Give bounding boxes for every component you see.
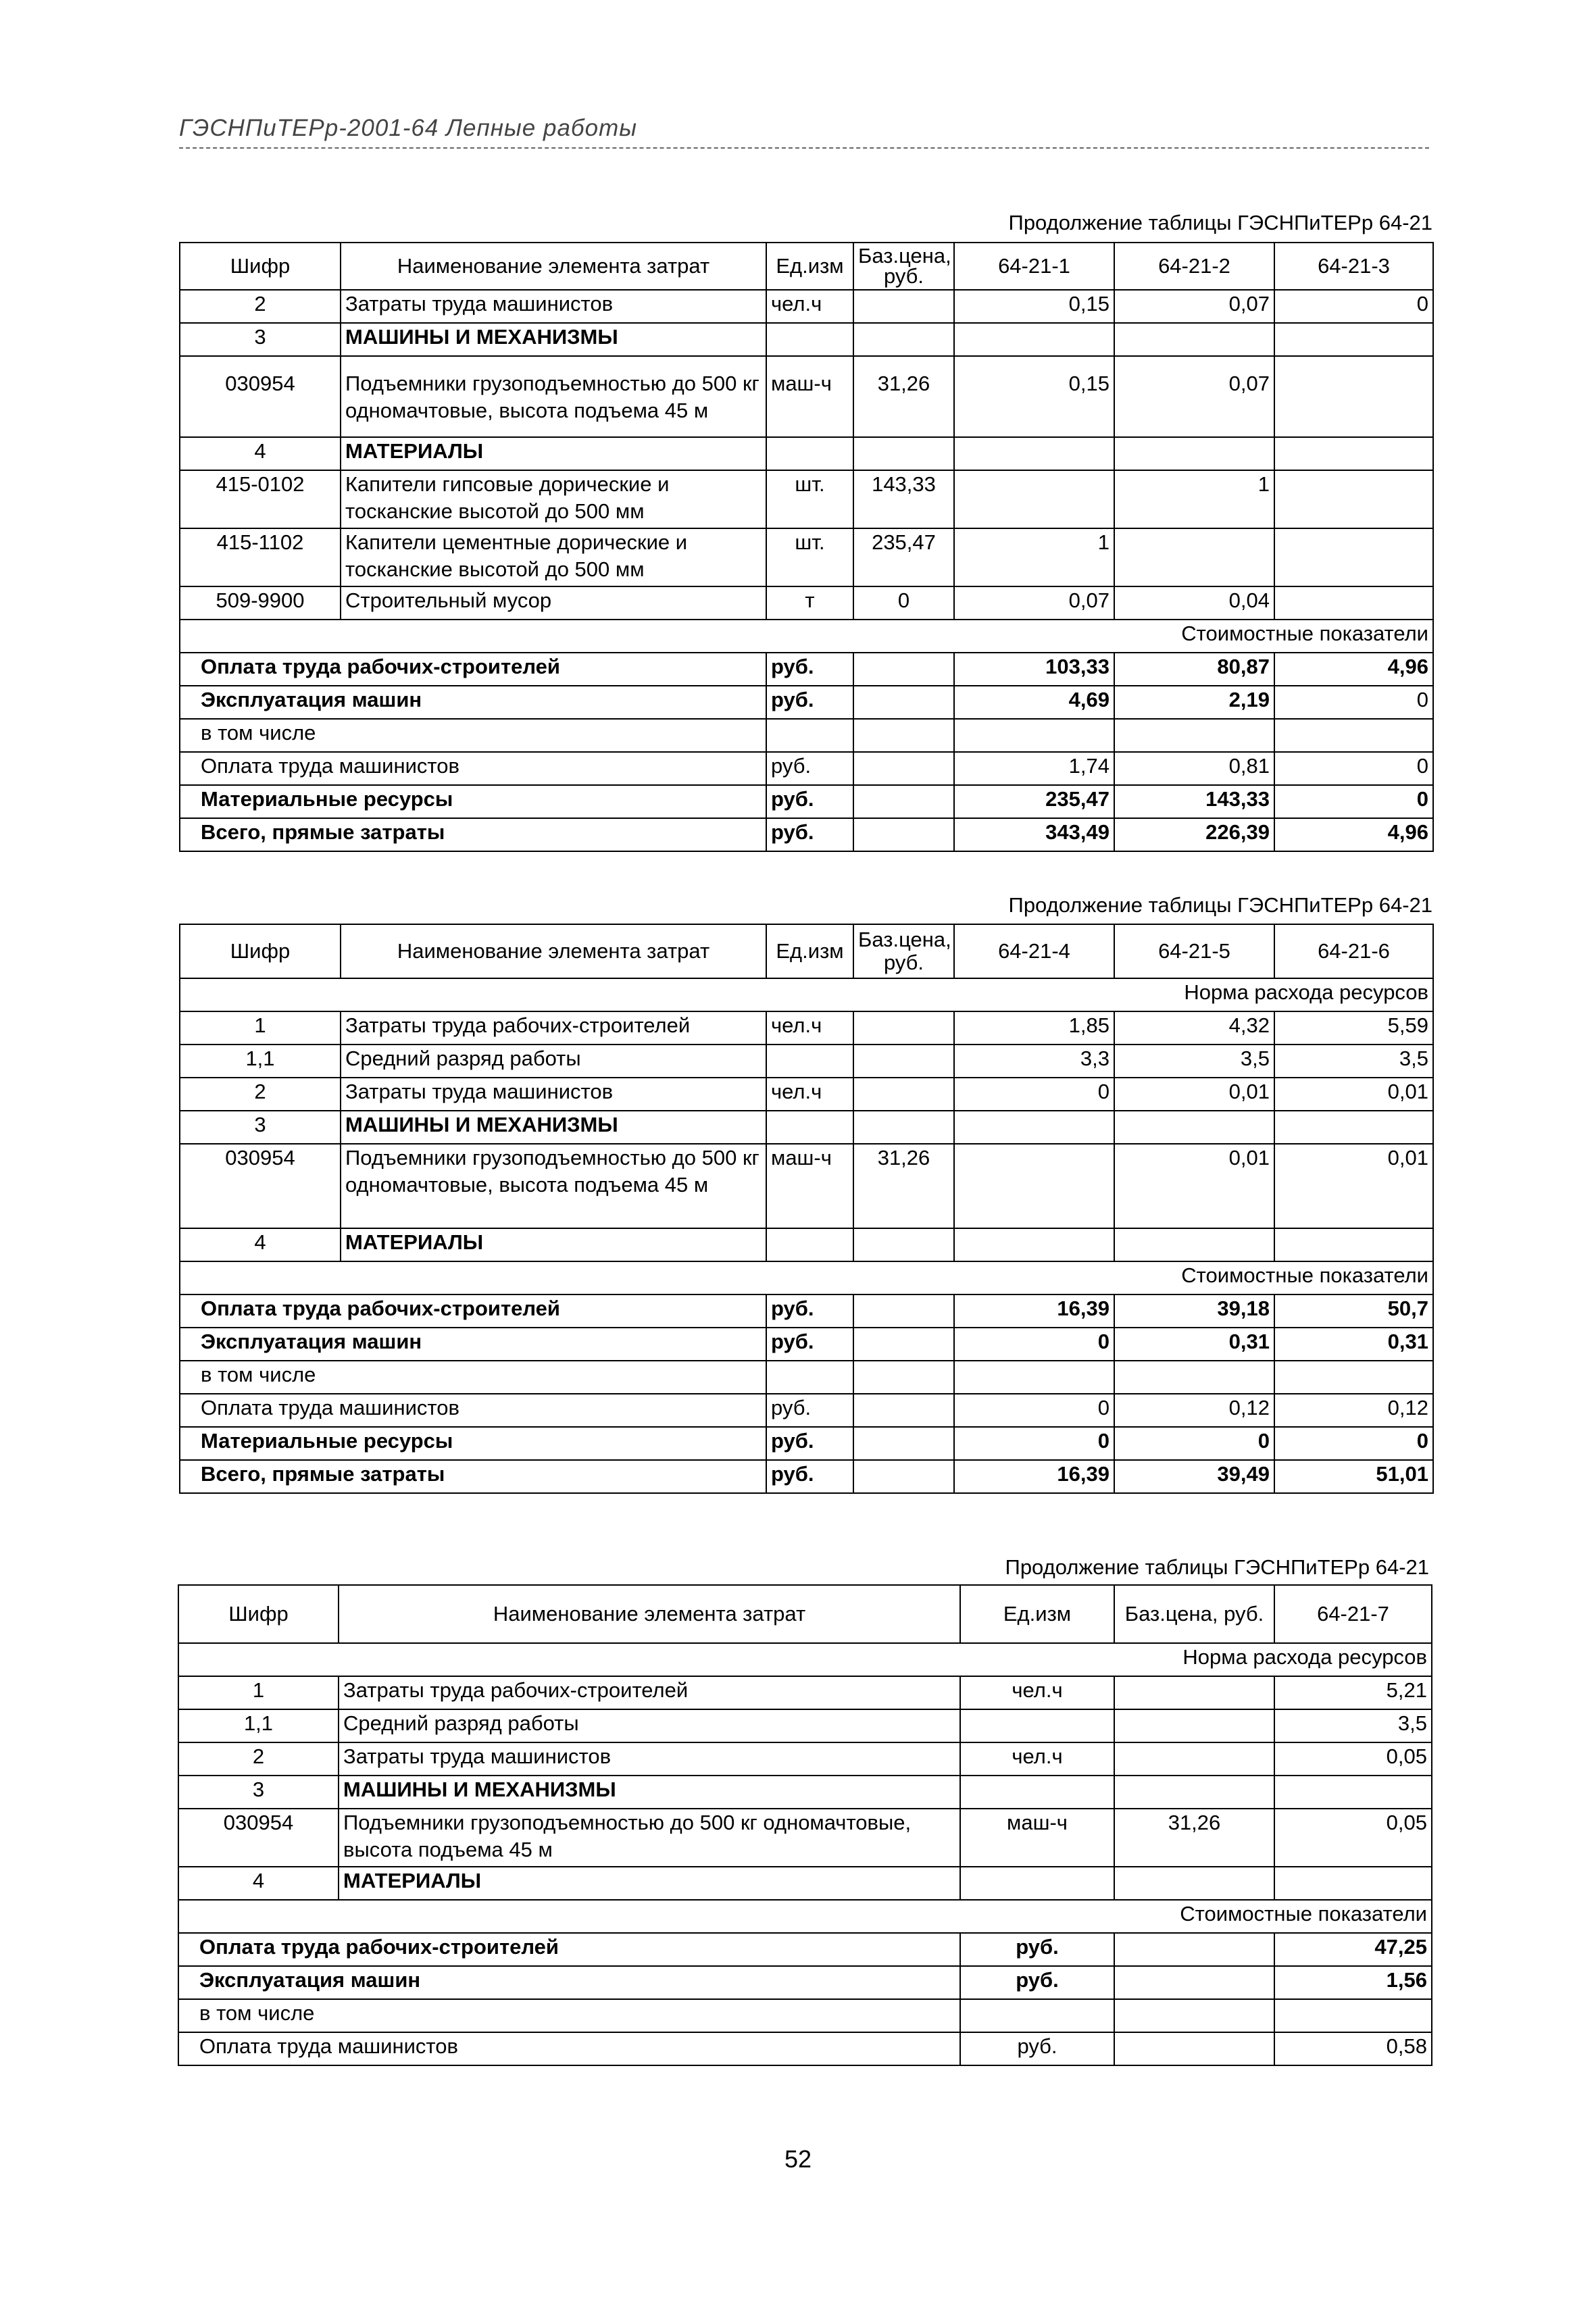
cost-v1: 1,56 (1274, 1966, 1432, 1999)
row-v2: 4,32 (1114, 1011, 1274, 1045)
row-v3: 3,5 (1274, 1045, 1433, 1078)
cost-v2: 0 (1114, 1427, 1274, 1460)
table-row (180, 1144, 1433, 1228)
cost-row (180, 653, 1433, 686)
row-code: 4 (178, 1867, 339, 1900)
row-v1: 0,05 (1274, 1742, 1432, 1776)
row-code: 030954 (178, 1809, 339, 1867)
table-row (178, 1676, 1432, 1709)
col-header-c1: 64-21-1 (954, 243, 1114, 290)
row-name: МАШИНЫ И МЕХАНИЗМЫ (341, 1111, 766, 1144)
table1 (179, 242, 1434, 852)
row-unit: маш-ч (960, 1809, 1114, 1867)
cost-v3: 0,31 (1274, 1328, 1433, 1361)
row-v2: 0,01 (1114, 1144, 1274, 1228)
row-v2: 3,5 (1114, 1045, 1274, 1078)
row-v3: 0,01 (1274, 1144, 1433, 1228)
row-code: 509-9900 (180, 586, 341, 620)
table-row (180, 290, 1433, 323)
row-price: 31,26 (853, 356, 954, 437)
row-v1: 0,15 (954, 356, 1114, 437)
row-name: Средний разряд работы (339, 1709, 960, 1742)
row-name: Капители гипсовые дорические и тосканские высотой до 500 мм (341, 470, 766, 528)
row-v2: 0,01 (1114, 1078, 1274, 1111)
row-price: 0 (853, 586, 954, 620)
norm-header: Норма расхода ресурсов (180, 978, 1433, 1011)
cost-v3: 4,96 (1274, 818, 1433, 851)
header-divider (179, 147, 1429, 149)
cost-unit: руб. (960, 1966, 1114, 1999)
cost-name: Оплата труда машинистов (180, 752, 766, 785)
row-code: 030954 (180, 356, 341, 437)
cost-v1: 4,69 (954, 686, 1114, 719)
row-name: МАШИНЫ И МЕХАНИЗМЫ (341, 323, 766, 356)
row-code: 3 (180, 1111, 341, 1144)
cost-v1: 16,39 (954, 1294, 1114, 1328)
col-header-price: Баз.цена, руб. (853, 924, 954, 978)
cost-row (180, 1394, 1433, 1427)
row-code: 4 (180, 437, 341, 470)
cost-v2: 143,33 (1114, 785, 1274, 818)
table3 (178, 1584, 1432, 2066)
col-header-c2: 64-21-2 (1114, 243, 1274, 290)
row-v1: 0,07 (954, 586, 1114, 620)
row-price (1114, 1709, 1274, 1742)
cost-name: в том числе (178, 1999, 960, 2032)
cost-name: Эксплуатация машин (178, 1966, 960, 1999)
cost-v3: 51,01 (1274, 1460, 1433, 1493)
row-v3 (1274, 528, 1433, 586)
row-code: 3 (178, 1776, 339, 1809)
cost-header: Стоимостные показатели (178, 1900, 1432, 1933)
table-row (180, 1111, 1433, 1144)
cost-v1: 0 (954, 1394, 1114, 1427)
col-header-c2: 64-21-5 (1114, 924, 1274, 978)
row-code: 1,1 (178, 1709, 339, 1742)
row-name: МАТЕРИАЛЫ (341, 437, 766, 470)
row-unit: чел.ч (960, 1676, 1114, 1709)
cost-header: Стоимостные показатели (180, 620, 1433, 653)
table-row (178, 1709, 1432, 1742)
page-number: 52 (784, 2145, 812, 2173)
cost-v2: 0,12 (1114, 1394, 1274, 1427)
row-unit: чел.ч (766, 1011, 853, 1045)
table-row (178, 1776, 1432, 1809)
col-header-name: Наименование элемента затрат (339, 1585, 960, 1643)
cost-name: Оплата труда рабочих-строителей (178, 1933, 960, 1966)
row-price (853, 1078, 954, 1111)
col-header-c1: 64-21-4 (954, 924, 1114, 978)
table-row (178, 1742, 1432, 1776)
row-v2: 0,04 (1114, 586, 1274, 620)
row-price: 31,26 (853, 1144, 954, 1228)
cost-row (180, 818, 1433, 851)
cost-row (180, 752, 1433, 785)
cost-row (180, 1460, 1433, 1493)
table-row (180, 323, 1433, 356)
row-v1 (954, 1144, 1114, 1228)
row-name: МАТЕРИАЛЫ (341, 1228, 766, 1261)
row-unit: чел.ч (960, 1742, 1114, 1776)
row-v2 (1114, 528, 1274, 586)
table2 (179, 924, 1434, 1494)
row-code: 030954 (180, 1144, 341, 1228)
cost-v1: 0 (954, 1328, 1114, 1361)
col-header-code: Шифр (180, 924, 341, 978)
norm-header: Норма расхода ресурсов (178, 1643, 1432, 1676)
row-v1: 1,85 (954, 1011, 1114, 1045)
cost-v3: 50,7 (1274, 1294, 1433, 1328)
cost-name: Оплата труда рабочих-строителей (180, 1294, 766, 1328)
row-name: Капители цементные дорические и тосканские высотой до 500 мм (341, 528, 766, 586)
row-unit: т (766, 586, 853, 620)
row-name: Подъемники грузоподъемностью до 500 кг одномачтовые, высота подъема 45 м (339, 1809, 960, 1867)
col-header-unit: Ед.изм (766, 243, 853, 290)
cost-row (180, 1294, 1433, 1328)
cost-name: Оплата труда машинистов (178, 2032, 960, 2065)
table-row (180, 528, 1433, 586)
cost-v2: 39,18 (1114, 1294, 1274, 1328)
col-header-unit: Ед.изм (960, 1585, 1114, 1643)
row-code: 415-1102 (180, 528, 341, 586)
col-header-name: Наименование элемента затрат (341, 243, 766, 290)
page-header: ГЭСНПиТЕРр-2001-64 Лепные работы (179, 115, 637, 141)
cost-v1: 235,47 (954, 785, 1114, 818)
row-v3 (1274, 586, 1433, 620)
cost-row (180, 785, 1433, 818)
cost-name: Материальные ресурсы (180, 1427, 766, 1460)
col-header-code: Шифр (180, 243, 341, 290)
cost-v2: 226,39 (1114, 818, 1274, 851)
row-code: 415-0102 (180, 470, 341, 528)
col-header-price: Баз.цена, руб. (853, 243, 954, 290)
cost-unit: руб. (960, 1933, 1114, 1966)
row-v3 (1274, 356, 1433, 437)
row-price (853, 1011, 954, 1045)
cost-name: в том числе (180, 719, 766, 752)
cost-v3: 0 (1274, 752, 1433, 785)
table-row (180, 356, 1433, 437)
row-unit: маш-ч (766, 1144, 853, 1228)
cost-row (178, 2032, 1432, 2065)
row-price (853, 290, 954, 323)
cost-v3: 0 (1274, 686, 1433, 719)
cost-unit: руб. (766, 818, 853, 851)
row-code: 1 (178, 1676, 339, 1709)
col-header-code: Шифр (178, 1585, 339, 1643)
cost-name: в том числе (180, 1361, 766, 1394)
row-v1: 5,21 (1274, 1676, 1432, 1709)
cost-unit: руб. (766, 752, 853, 785)
row-price (1114, 1742, 1274, 1776)
cost-v3: 0,12 (1274, 1394, 1433, 1427)
row-v3: 0,01 (1274, 1078, 1433, 1111)
row-v1: 3,3 (954, 1045, 1114, 1078)
cost-unit: руб. (766, 785, 853, 818)
table-row (180, 586, 1433, 620)
cost-unit: руб. (766, 1328, 853, 1361)
row-code: 2 (178, 1742, 339, 1776)
table3-continuation: Продолжение таблицы ГЭСНПиТЕРр 64-21 (1005, 1555, 1429, 1579)
table-row (180, 437, 1433, 470)
row-v1 (954, 470, 1114, 528)
cost-v1: 16,39 (954, 1460, 1114, 1493)
row-unit: маш-ч (766, 356, 853, 437)
row-unit: шт. (766, 470, 853, 528)
cost-row (180, 1427, 1433, 1460)
row-name: Затраты труда рабочих-строителей (341, 1011, 766, 1045)
cost-v3: 4,96 (1274, 653, 1433, 686)
cost-v2: 80,87 (1114, 653, 1274, 686)
cost-name: Всего, прямые затраты (180, 818, 766, 851)
cost-row (180, 719, 1433, 752)
row-v2: 0,07 (1114, 290, 1274, 323)
table-row (180, 470, 1433, 528)
cost-row (178, 1999, 1432, 2032)
row-unit (960, 1709, 1114, 1742)
table-row (178, 1867, 1432, 1900)
row-code: 4 (180, 1228, 341, 1261)
row-price (853, 1045, 954, 1078)
col-header-c3: 64-21-3 (1274, 243, 1433, 290)
cost-row (178, 1966, 1432, 1999)
row-name: Затраты труда машинистов (341, 290, 766, 323)
row-unit: шт. (766, 528, 853, 586)
cost-v1: 1,74 (954, 752, 1114, 785)
row-v1: 0,05 (1274, 1809, 1432, 1867)
row-name: МАШИНЫ И МЕХАНИЗМЫ (339, 1776, 960, 1809)
row-name: Затраты труда машинистов (339, 1742, 960, 1776)
row-price: 143,33 (853, 470, 954, 528)
row-v1: 0,15 (954, 290, 1114, 323)
row-name: МАТЕРИАЛЫ (339, 1867, 960, 1900)
cost-row (180, 1328, 1433, 1361)
table-row (180, 1045, 1433, 1078)
cost-v1: 0,58 (1274, 2032, 1432, 2065)
cost-row (180, 686, 1433, 719)
cost-v1: 343,49 (954, 818, 1114, 851)
row-code: 1,1 (180, 1045, 341, 1078)
cost-v3: 0 (1274, 785, 1433, 818)
cost-name: Материальные ресурсы (180, 785, 766, 818)
cost-unit: руб. (766, 1294, 853, 1328)
row-code: 3 (180, 323, 341, 356)
row-price: 31,26 (1114, 1809, 1274, 1867)
cost-name: Оплата труда машинистов (180, 1394, 766, 1427)
row-v3: 5,59 (1274, 1011, 1433, 1045)
cost-header: Стоимостные показатели (180, 1261, 1433, 1294)
cost-unit: руб. (960, 2032, 1114, 2065)
row-unit (766, 1045, 853, 1078)
table1-continuation: Продолжение таблицы ГЭСНПиТЕРр 64-21 (1008, 211, 1432, 234)
row-name: Подъемники грузоподъемностью до 500 кг одномачтовые, высота подъема 45 м (341, 1144, 766, 1228)
row-v1: 1 (954, 528, 1114, 586)
col-header-price: Баз.цена, руб. (1114, 1585, 1274, 1643)
table-row (180, 1011, 1433, 1045)
col-header-c1: 64-21-7 (1274, 1585, 1432, 1643)
row-code: 2 (180, 1078, 341, 1111)
table-row (180, 1228, 1433, 1261)
row-price (1114, 1676, 1274, 1709)
table-row (180, 1078, 1433, 1111)
cost-v2: 0,31 (1114, 1328, 1274, 1361)
row-v2: 0,07 (1114, 356, 1274, 437)
row-unit: чел.ч (766, 290, 853, 323)
cost-v1: 47,25 (1274, 1933, 1432, 1966)
row-code: 1 (180, 1011, 341, 1045)
row-v1: 0 (954, 1078, 1114, 1111)
row-price: 235,47 (853, 528, 954, 586)
cost-v3: 0 (1274, 1427, 1433, 1460)
cost-unit: руб. (766, 653, 853, 686)
row-name: Затраты труда машинистов (341, 1078, 766, 1111)
table-row (178, 1809, 1432, 1867)
row-name: Затраты труда рабочих-строителей (339, 1676, 960, 1709)
cost-v1: 103,33 (954, 653, 1114, 686)
row-v1: 3,5 (1274, 1709, 1432, 1742)
cost-v1: 0 (954, 1427, 1114, 1460)
cost-name: Оплата труда рабочих-строителей (180, 653, 766, 686)
col-header-c3: 64-21-6 (1274, 924, 1433, 978)
table2-continuation: Продолжение таблицы ГЭСНПиТЕРр 64-21 (1008, 893, 1432, 917)
cost-row (180, 1361, 1433, 1394)
cost-v2: 0,81 (1114, 752, 1274, 785)
row-code: 2 (180, 290, 341, 323)
cost-name: Эксплуатация машин (180, 686, 766, 719)
row-name: Средний разряд работы (341, 1045, 766, 1078)
col-header-unit: Ед.изм (766, 924, 853, 978)
row-name: Подъемники грузоподъемностью до 500 кг одномачтовые, высота подъема 45 м (341, 356, 766, 437)
cost-unit: руб. (766, 686, 853, 719)
cost-v2: 39,49 (1114, 1460, 1274, 1493)
row-name: Строительный мусор (341, 586, 766, 620)
row-unit: чел.ч (766, 1078, 853, 1111)
row-v3 (1274, 470, 1433, 528)
cost-v2: 2,19 (1114, 686, 1274, 719)
cost-unit: руб. (766, 1427, 853, 1460)
cost-unit: руб. (766, 1394, 853, 1427)
col-header-name: Наименование элемента затрат (341, 924, 766, 978)
cost-row (178, 1933, 1432, 1966)
row-v3: 0 (1274, 290, 1433, 323)
cost-name: Всего, прямые затраты (180, 1460, 766, 1493)
cost-name: Эксплуатация машин (180, 1328, 766, 1361)
row-v2: 1 (1114, 470, 1274, 528)
cost-unit: руб. (766, 1460, 853, 1493)
